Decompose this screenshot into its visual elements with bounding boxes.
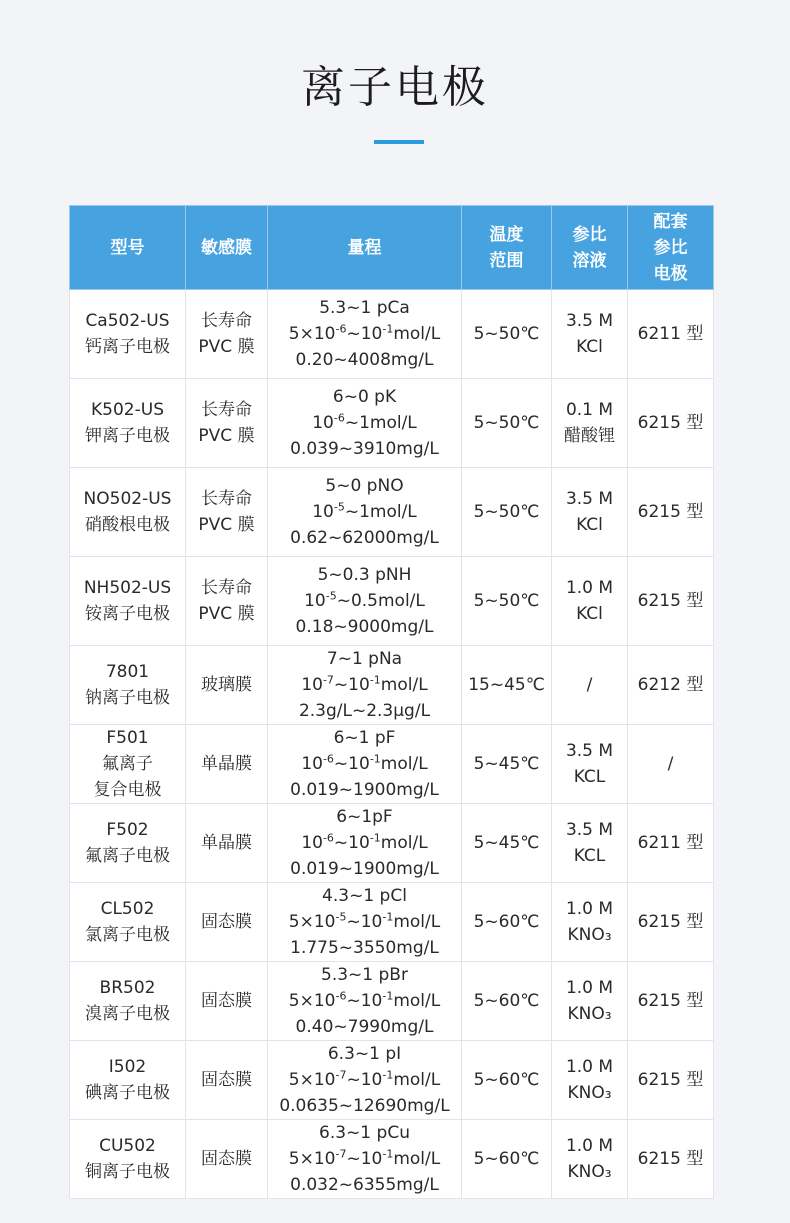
header-range: 量程 [268,206,462,290]
model-text: 硝酸根电极 [85,515,170,535]
range-mol-part: ~10 [333,833,370,853]
range-cell [268,725,462,804]
range-cell [268,646,462,725]
range-mol-part: 5×10 [288,991,336,1011]
ref-solution-text: KCl [576,515,603,535]
matching-electrode-text: 6212 型 [637,675,704,695]
range-p-value: 7~1 pNa [326,649,403,669]
model-cell [70,557,186,646]
model-text: CL502 [100,899,155,919]
membrane-text: 固态膜 [201,1070,252,1090]
table-row [70,804,714,883]
temp-text: 5~60℃ [473,991,540,1011]
range-p-value: 6~0 pK [332,387,397,407]
model-text: K502-US [91,400,164,420]
range-mol-part: ~10 [346,1070,383,1090]
temp-text: 5~45℃ [473,833,540,853]
range-p-value: 6~1 pF [333,728,396,748]
range-mol-part: mol/L [393,912,441,932]
temp-cell [462,1041,552,1120]
membrane-cell [186,725,268,804]
model-cell [70,1041,186,1120]
membrane-text: PVC 膜 [198,426,255,446]
range-mg-value: 0.032~6355mg/L [290,1175,439,1195]
range-p-value: 5~0.3 pNH [317,565,412,585]
model-text: I502 [108,1057,147,1077]
range-p-value: 5~0 pNO [325,476,404,496]
table-row [70,883,714,962]
range-p-value: 6.3~1 pCu [319,1123,410,1143]
temp-cell [462,379,552,468]
range-mol-value [271,499,458,525]
range-p-value: 5.3~1 pCa [319,298,410,318]
matching-electrode-text: 6211 型 [637,324,704,344]
range-p-value: 6~1pF [336,807,393,827]
exponent: -5 [335,910,347,924]
model-text: NO502-US [83,489,172,509]
matching-electrode-cell [628,379,714,468]
exponent: -7 [335,1147,347,1161]
range-mol-value [271,1067,458,1093]
range-mol-part: 5×10 [288,912,336,932]
range-mol-part: mol/L [393,1149,441,1169]
range-mg-value: 0.20~4008mg/L [295,350,434,370]
range-mol-part: mol/L [380,833,428,853]
temp-cell [462,725,552,804]
table-row [70,379,714,468]
range-mol-value [271,321,458,347]
model-text: CU502 [99,1136,156,1156]
membrane-text: 固态膜 [201,912,252,932]
temp-cell [462,804,552,883]
range-mol-value [271,830,458,856]
range-mol-part: 10 [304,591,326,611]
range-mg-value: 0.40~7990mg/L [295,1017,434,1037]
model-cell [70,1120,186,1199]
exponent: -1 [382,1068,394,1082]
model-text: 碘离子电极 [85,1083,170,1103]
ref-solution-text: KNO₃ [567,925,612,945]
exponent: -1 [382,1147,394,1161]
matching-electrode-cell [628,883,714,962]
model-text: 铵离子电极 [85,604,170,624]
model-cell [70,379,186,468]
range-cell [268,468,462,557]
ref-solution-text: KNO₃ [567,1004,612,1024]
matching-electrode-cell [628,962,714,1041]
range-cell [268,379,462,468]
range-mol-part: 10 [301,754,323,774]
range-mol-value [271,988,458,1014]
range-mol-value [271,751,458,777]
temp-text: 5~50℃ [473,591,540,611]
ref-solution-cell [552,962,628,1041]
range-mol-part: 5×10 [288,1070,336,1090]
table-row [70,557,714,646]
range-mol-part: 10 [312,413,334,433]
model-cell [70,962,186,1041]
model-text: 钙离子电极 [85,337,170,357]
range-cell [268,962,462,1041]
matching-electrode-cell [628,646,714,725]
range-mol-part: ~10 [346,912,383,932]
range-mol-part: mol/L [393,1070,441,1090]
membrane-cell [186,883,268,962]
matching-electrode-text: 6215 型 [637,413,704,433]
electrode-spec-table [69,205,714,1199]
ref-solution-text: 1.0 M [565,1057,614,1077]
model-cell [70,804,186,883]
temp-text: 15~45℃ [468,675,545,695]
membrane-cell [186,1120,268,1199]
matching-electrode-text: 6215 型 [637,1070,704,1090]
ref-solution-text: / [586,675,593,695]
range-mg-value: 0.0635~12690mg/L [279,1096,450,1116]
ref-solution-cell [552,290,628,379]
range-cell [268,1120,462,1199]
table-row [70,1041,714,1120]
range-mg-value: 1.775~3550mg/L [290,938,439,958]
temp-cell [462,290,552,379]
range-mg-value: 0.019~1900mg/L [290,780,439,800]
model-cell [70,725,186,804]
matching-electrode-text: 6215 型 [637,991,704,1011]
matching-electrode-cell [628,1120,714,1199]
temp-cell [462,962,552,1041]
ref-solution-cell [552,646,628,725]
range-mol-part: ~10 [333,754,370,774]
ref-solution-cell [552,468,628,557]
table-row [70,1120,714,1199]
model-text: BR502 [99,978,156,998]
range-mol-part: ~10 [346,991,383,1011]
exponent: -6 [335,989,347,1003]
model-cell [70,883,186,962]
model-text: 复合电极 [93,780,162,800]
membrane-cell [186,290,268,379]
ref-solution-text: 醋酸锂 [564,426,615,446]
range-mol-part: ~0.5mol/L [336,591,425,611]
ref-solution-cell [552,1041,628,1120]
ref-solution-text: KCl [576,337,603,357]
range-mol-part: ~10 [346,1149,383,1169]
exponent: -1 [369,673,381,687]
range-mol-value [271,1146,458,1172]
matching-electrode-cell [628,468,714,557]
range-mol-part: 10 [301,675,323,695]
exponent: -7 [322,673,334,687]
ref-solution-text: KCL [573,846,606,866]
page-title: 离子电极 [301,62,489,113]
exponent: -1 [382,322,394,336]
temp-text: 5~50℃ [473,413,540,433]
matching-electrode-text: 6215 型 [637,912,704,932]
matching-electrode-cell [628,1041,714,1120]
exponent: -6 [333,411,345,425]
ref-solution-text: 3.5 M [565,820,614,840]
range-mol-part: ~10 [346,324,383,344]
range-mol-value [271,909,458,935]
range-mg-value: 0.62~62000mg/L [290,528,439,548]
range-mol-value [271,410,458,436]
range-mol-part: 10 [312,502,334,522]
range-mg-value: 0.039~3910mg/L [290,439,439,459]
membrane-cell [186,646,268,725]
range-p-value: 5.3~1 pBr [321,965,408,985]
model-cell [70,468,186,557]
model-text: 7801 [105,662,150,682]
model-text: 氯离子电极 [85,925,170,945]
matching-electrode-cell [628,804,714,883]
ref-solution-text: 1.0 M [565,899,614,919]
temp-cell [462,468,552,557]
range-mg-value: 0.019~1900mg/L [290,859,439,879]
ref-solution-text: KCL [573,767,606,787]
model-text: NH502-US [83,578,172,598]
temp-text: 5~50℃ [473,324,540,344]
exponent: -7 [335,1068,347,1082]
range-p-value: 4.3~1 pCl [322,886,407,906]
ref-solution-cell [552,883,628,962]
exponent: -1 [382,910,394,924]
membrane-text: PVC 膜 [198,515,255,535]
header-matching-ref-electrode: 配套 参比 电极 [628,206,714,290]
exponent: -1 [369,831,381,845]
range-mg-value: 0.18~9000mg/L [295,617,434,637]
membrane-text: 长寿命 [201,578,252,598]
range-mol-part: ~1mol/L [344,413,417,433]
membrane-text: 长寿命 [201,489,252,509]
membrane-text: 单晶膜 [201,754,252,774]
ref-solution-text: 1.0 M [565,978,614,998]
header-temp-range: 温度 范围 [462,206,552,290]
membrane-text: 玻璃膜 [201,675,252,695]
model-cell [70,646,186,725]
range-mol-part: mol/L [393,324,441,344]
exponent: -6 [335,322,347,336]
table-row [70,468,714,557]
range-cell [268,883,462,962]
temp-text: 5~60℃ [473,1070,540,1090]
range-cell [268,557,462,646]
membrane-cell [186,1041,268,1120]
exponent: -5 [325,589,337,603]
range-mol-part: ~1mol/L [344,502,417,522]
temp-text: 5~60℃ [473,912,540,932]
matching-electrode-text: / [667,754,674,774]
ref-solution-text: 3.5 M [565,311,614,331]
table-row [70,962,714,1041]
range-cell [268,1041,462,1120]
range-mg-value: 2.3g/L~2.3μg/L [298,701,431,721]
ref-solution-text: KNO₃ [567,1162,612,1182]
temp-cell [462,646,552,725]
range-mol-value [271,588,458,614]
range-mol-part: 5×10 [288,324,336,344]
range-mol-part: mol/L [380,675,428,695]
temp-text: 5~50℃ [473,502,540,522]
range-mol-part: mol/L [393,991,441,1011]
membrane-cell [186,962,268,1041]
ref-solution-cell [552,725,628,804]
membrane-text: 固态膜 [201,991,252,1011]
range-cell [268,290,462,379]
matching-electrode-cell [628,290,714,379]
membrane-cell [186,557,268,646]
range-p-value: 6.3~1 pI [327,1044,402,1064]
range-mol-part: mol/L [380,754,428,774]
temp-cell [462,1120,552,1199]
temp-text: 5~60℃ [473,1149,540,1169]
membrane-text: PVC 膜 [198,337,255,357]
matching-electrode-text: 6215 型 [637,1149,704,1169]
exponent: -1 [369,752,381,766]
model-text: 溴离子电极 [85,1004,170,1024]
table-header [70,206,714,290]
membrane-cell [186,379,268,468]
table-row [70,725,714,804]
ref-solution-cell [552,1120,628,1199]
ref-solution-text: KNO₃ [567,1083,612,1103]
model-text: 钠离子电极 [85,688,170,708]
temp-cell [462,883,552,962]
temp-text: 5~45℃ [473,754,540,774]
membrane-text: PVC 膜 [198,604,255,624]
model-text: F502 [106,820,149,840]
ref-solution-text: KCl [576,604,603,624]
ref-solution-text: 1.0 M [565,1136,614,1156]
matching-electrode-cell [628,557,714,646]
ref-solution-text: 0.1 M [565,400,614,420]
range-mol-value [271,672,458,698]
range-mol-part: 5×10 [288,1149,336,1169]
exponent: -1 [382,989,394,1003]
exponent: -6 [322,831,334,845]
ref-solution-text: 1.0 M [565,578,614,598]
model-text: F501 [106,728,149,748]
model-cell [70,290,186,379]
membrane-text: 长寿命 [201,311,252,331]
table-body [70,290,714,1199]
table-row [70,290,714,379]
ref-solution-cell [552,804,628,883]
range-mol-part: 10 [301,833,323,853]
model-text: 钾离子电极 [85,426,170,446]
ref-solution-cell [552,557,628,646]
range-mol-part: ~10 [333,675,370,695]
matching-electrode-cell [628,725,714,804]
matching-electrode-text: 6211 型 [637,833,704,853]
header-membrane: 敏感膜 [186,206,268,290]
model-text: 氟离子 [102,754,153,774]
membrane-cell [186,804,268,883]
matching-electrode-text: 6215 型 [637,591,704,611]
exponent: -5 [333,500,345,514]
header-row [70,206,714,290]
header-ref-solution: 参比 溶液 [552,206,628,290]
header-model: 型号 [70,206,186,290]
table-row [70,646,714,725]
membrane-text: 固态膜 [201,1149,252,1169]
ref-solution-text: 3.5 M [565,741,614,761]
temp-cell [462,557,552,646]
model-text: 氟离子电极 [85,846,170,866]
exponent: -6 [322,752,334,766]
membrane-cell [186,468,268,557]
range-cell [268,804,462,883]
model-text: 铜离子电极 [85,1162,170,1182]
membrane-text: 单晶膜 [201,833,252,853]
matching-electrode-text: 6215 型 [637,502,704,522]
ref-solution-text: 3.5 M [565,489,614,509]
ref-solution-cell [552,379,628,468]
title-underline [374,140,424,144]
model-text: Ca502-US [85,311,170,331]
membrane-text: 长寿命 [201,400,252,420]
